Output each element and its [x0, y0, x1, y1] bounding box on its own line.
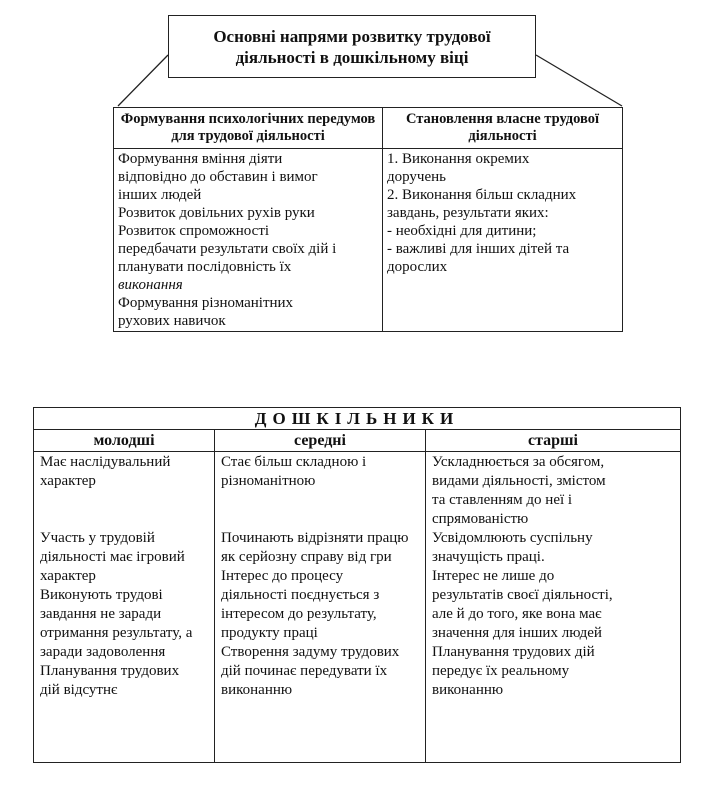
middle-cell — [215, 452, 426, 763]
text-line: 1. Виконання окремих — [387, 151, 530, 167]
text-line: виконанню — [432, 682, 504, 698]
younger-cell — [34, 452, 215, 763]
main-title-box — [168, 15, 536, 78]
text-line: характер — [40, 473, 96, 489]
directions-table — [113, 107, 623, 332]
preschoolers-title: ДОШКІЛЬНИКИ — [34, 408, 681, 430]
text-line: дорослих — [387, 259, 448, 275]
text-line: завдань, результати яких: — [387, 205, 549, 221]
text-line: передує їх реальному — [432, 663, 570, 679]
text-line: заради задоволення — [40, 644, 166, 660]
text-line: - важливі для інших дітей та — [387, 241, 570, 257]
text-line: дій починає передувати їх — [221, 663, 388, 679]
text-line: значення для інших людей — [432, 625, 602, 641]
text-line: виконанню — [221, 682, 293, 698]
text-line: доручень — [387, 169, 447, 185]
text-line: дій відсутнє — [40, 682, 118, 698]
prerequisites-cell — [114, 149, 383, 332]
text-line: Ускладнюється за обсягом, — [432, 454, 605, 470]
text-line: Виконують трудові — [40, 587, 163, 603]
text-line: 2. Виконання більш складних — [387, 187, 577, 203]
main-title-line1: Основні напрями розвитку трудової — [213, 26, 491, 46]
text-line: та ставленням до неї і — [432, 492, 573, 508]
text-line: завдання не заради — [40, 606, 162, 622]
text-line: результатів своєї діяльності, — [432, 587, 613, 603]
text-line: Планування трудових дій — [432, 644, 595, 660]
text-line: - необхідні для дитини; — [387, 223, 537, 239]
main-title-line2: діяльності в дошкільному віці — [235, 47, 469, 67]
preschoolers-table — [33, 407, 681, 763]
right-connector — [536, 55, 622, 106]
older-cell — [426, 452, 681, 763]
header-labor-activity: Становлення власне трудової діяльності — [383, 108, 623, 149]
text-line: Розвиток спроможності — [118, 223, 270, 239]
text-line: Створення задуму трудових — [221, 644, 400, 660]
text-line: Має наслідувальний — [40, 454, 171, 470]
text-line: Планування трудових — [40, 663, 180, 679]
text-line: характер — [40, 568, 96, 584]
text-line: Формування вміння діяти — [118, 151, 283, 167]
column-older: старші — [426, 430, 681, 452]
text-line: але й до того, яке вона має — [432, 606, 602, 622]
text-line: планувати послідовність їх — [118, 259, 292, 275]
labor-activity-cell — [383, 149, 623, 332]
text-line: значущість праці. — [432, 549, 545, 565]
text-line: передбачати результати своїх дій і — [118, 241, 337, 257]
text-line: Розвиток довільних рухів руки — [118, 205, 315, 221]
text-line: виконання — [118, 277, 183, 293]
text-line: видами діяльності, змістом — [432, 473, 606, 489]
text-line: рухових навичок — [118, 313, 226, 329]
text-line: діяльності має ігровий — [40, 549, 185, 565]
text-line: Усвідомлюють суспільну — [432, 530, 593, 546]
text-line: продукту праці — [221, 625, 318, 641]
column-younger: молодші — [34, 430, 215, 452]
text-line: як серйозну справу від гри — [221, 549, 392, 565]
text-line: Стає більш складною і — [221, 454, 367, 470]
text-line: Інтерес не лише до — [432, 568, 555, 584]
text-line: отримання результату, а — [40, 625, 193, 641]
text-line: інтересом до результату, — [221, 606, 377, 622]
text-line: Починають відрізняти працю — [221, 530, 409, 546]
text-line: Участь у трудовій — [40, 530, 155, 546]
left-connector — [118, 55, 168, 106]
text-line: діяльності поєднується з — [221, 587, 380, 603]
text-line: спрямованістю — [432, 511, 529, 527]
header-psychological-prerequisites: Формування психологічних передумов для трудової діяльності — [114, 108, 383, 149]
text-line: інших людей — [118, 187, 202, 203]
text-line: Формування різноманітних — [118, 295, 294, 311]
text-line: різноманітною — [221, 473, 316, 489]
text-line: відповідно до обставин і вимог — [118, 169, 318, 185]
text-line: Інтерес до процесу — [221, 568, 344, 584]
column-middle: середні — [215, 430, 426, 452]
